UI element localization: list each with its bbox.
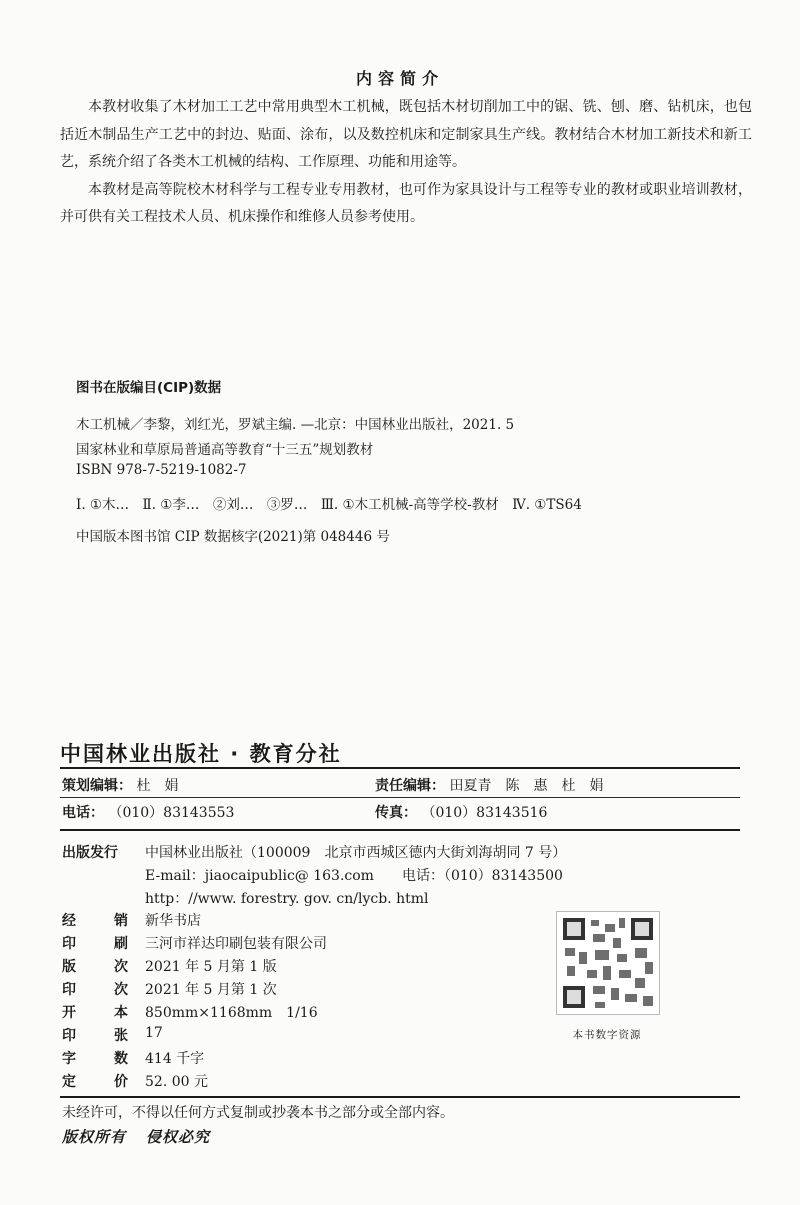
- sheets-value: 17: [145, 1025, 163, 1041]
- responsible-editor-value: 田夏青 陈 惠 杜 娟: [449, 778, 604, 794]
- qr-code-image: [557, 912, 659, 1014]
- cip-classification: Ⅰ. ①木… Ⅱ. ①李… ②刘… ③罗… Ⅲ. ①木工机械-高等学校-教材 Ⅳ. ①TS64: [76, 497, 582, 513]
- label-char: 数: [114, 1051, 128, 1067]
- distributor-value: 新华书店: [145, 913, 201, 929]
- website-url: http：//www. forestry. gov. cn/lycb. html: [145, 891, 429, 907]
- edition-value: 2021 年 5 月第 1 版: [145, 959, 277, 975]
- fax-label: 传真：: [375, 805, 417, 821]
- cip-series-line: 国家林业和草原局普通高等教育“十三五”规划教材: [76, 442, 374, 458]
- label-char: 本: [114, 1005, 128, 1021]
- label-char: 经: [62, 913, 76, 929]
- cip-title-line: 木工机械／李黎，刘红光，罗斌主编. —北京：中国林业出版社，2021. 5: [76, 417, 515, 433]
- responsible-editor: [375, 775, 603, 795]
- cip-heading: 图书在版编目(CIP)数据: [76, 380, 222, 396]
- publisher-name: 中国林业出版社 · 教育分社: [60, 742, 342, 766]
- copyright-notice: 未经许可，不得以任何方式复制或抄袭本书之部分或全部内容。: [62, 1105, 454, 1121]
- printer-value: 三河市祥达印刷包装有限公司: [145, 936, 327, 952]
- label-char: 字: [62, 1051, 76, 1067]
- impression-label: [62, 979, 128, 999]
- planning-editor-label: 策划编辑：: [62, 778, 132, 794]
- phone-label: 电话：: [62, 805, 104, 821]
- planning-editor-value: 杜 娟: [136, 778, 179, 794]
- price-value: 52. 00 元: [145, 1074, 208, 1090]
- printer-label: [62, 933, 128, 953]
- label-char: 张: [114, 1028, 128, 1044]
- responsible-editor-label: 责任编辑：: [375, 778, 445, 794]
- label-char: 价: [114, 1074, 128, 1090]
- sheets-label: [62, 1025, 128, 1045]
- fax-value: （010）83143516: [421, 805, 548, 821]
- rights-reserved: [62, 1126, 210, 1147]
- summary-title: 内容简介: [355, 69, 444, 88]
- label-char: 版: [62, 959, 76, 975]
- label-char: 定: [62, 1074, 76, 1090]
- distributor-label: [62, 910, 128, 930]
- phone: [62, 802, 234, 822]
- planning-editor: [62, 775, 178, 795]
- cip-record: 中国版本图书馆 CIP 数据核字(2021)第 048446 号: [76, 529, 390, 545]
- word-count-label: [62, 1048, 128, 1068]
- label-char: 开: [62, 1005, 76, 1021]
- label-char: 印: [62, 982, 76, 998]
- impression-value: 2021 年 5 月第 1 次: [145, 982, 277, 998]
- summary-body: [60, 94, 752, 232]
- cip-isbn: ISBN 978-7-5219-1082-7: [76, 462, 247, 478]
- label-char: 刷: [114, 936, 128, 952]
- format-label: [62, 1002, 128, 1022]
- price-label: [62, 1071, 128, 1091]
- edition-label: [62, 956, 128, 976]
- divider: [60, 767, 740, 769]
- fax: [375, 802, 547, 822]
- label-char: 销: [114, 913, 128, 929]
- rights-left: 版权所有: [62, 1128, 127, 1146]
- summary-paragraph-1: 本教材收集了木材加工工艺中常用典型木工机械，既包括木材切削加工中的锯、铣、刨、磨、钻机床，也包括近木制品生产工艺中的封边、贴面、涂布，以及数控机床和定制家具生产线。教材结合木材加工新技术和新工艺，系统介绍了各类木工机械的结构、工作原理、功能和用途等。: [60, 99, 752, 170]
- divider: [60, 797, 740, 798]
- distribution-value: 中国林业出版社（100009 北京市西城区德内大街刘海胡同 7 号）: [145, 845, 567, 861]
- label-char: 印: [62, 1028, 76, 1044]
- label-char: 次: [114, 982, 128, 998]
- divider: [60, 829, 740, 831]
- label-char: 次: [114, 959, 128, 975]
- format-value: 850mm×1168mm 1/16: [145, 1005, 318, 1021]
- divider: [60, 1096, 740, 1098]
- label-char: 印: [62, 936, 76, 952]
- summary-paragraph-2: 本教材是高等院校木材科学与工程专业专用教材，也可作为家具设计与工程等专业的教材或职业培训教材，并可供有关工程技术人员、机床操作和维修人员参考使用。: [60, 181, 752, 225]
- word-count-value: 414 千字: [145, 1051, 205, 1067]
- distribution-label: 出版发行: [62, 845, 118, 861]
- qr-caption: 本书数字资源: [572, 1029, 642, 1041]
- phone-value: （010）83143553: [108, 805, 235, 821]
- qr-code[interactable]: [556, 911, 660, 1015]
- rights-right: 侵权必究: [146, 1128, 211, 1146]
- email-phone: E-mail：jiaocaipublic@ 163.com 电话：（010）83143500: [145, 868, 563, 884]
